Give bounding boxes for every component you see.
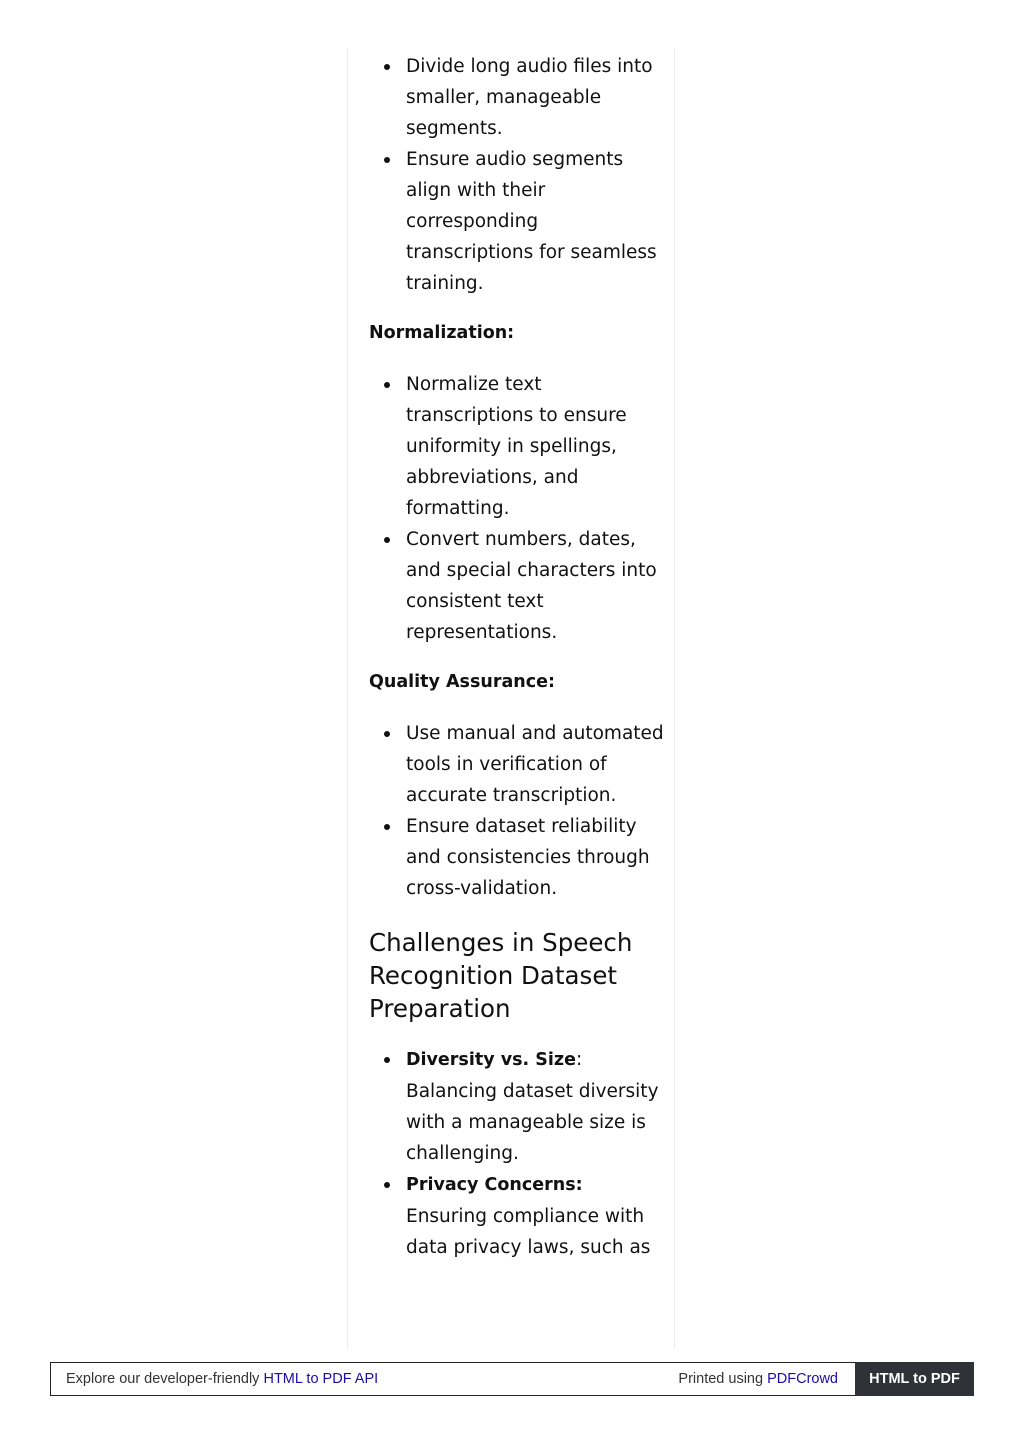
list-item [369,1044,664,1169]
list-item [369,1169,664,1263]
section-heading: Challenges in Speech Recognition Dataset Preparation [369,928,633,1023]
html-to-pdf-api-link[interactable]: HTML to PDF API [263,1371,379,1387]
pdfcrowd-link[interactable]: PDFCrowd [767,1371,838,1387]
article-content [369,48,664,1263]
list-item: Normalize text transcriptions to ensure uniformity in spellings, abbreviations, and formatting. [369,369,664,524]
quality-assurance-heading: Quality Assurance: [369,672,555,692]
normalization-list [369,369,664,648]
footer-printed-text: Printed using [678,1371,768,1387]
normalization-heading: Normalization: [369,323,515,343]
list-item: Divide long audio files into smaller, manageable segments. [369,51,664,144]
segmentation-list [369,51,664,299]
footer-promo [66,1371,378,1387]
list-item: Use manual and automated tools in verification of accurate transcription. [369,718,664,811]
list-item-text: Ensuring compliance with data privacy laws, such as [406,1206,651,1258]
quality-assurance-list [369,718,664,904]
list-item-separator: : [575,1049,583,1070]
list-item-text: Balancing dataset diversity with a manageable size is challenging. [406,1081,659,1164]
list-item-term: Privacy Concerns: [406,1175,583,1195]
article-column [347,48,675,1348]
footer-printed-using [678,1371,838,1387]
html-to-pdf-button[interactable]: HTML to PDF [855,1362,974,1396]
list-item: Convert numbers, dates, and special characters into consistent text representations. [369,524,664,648]
list-item: Ensure audio segments align with their corresponding transcriptions for seamless training. [369,144,664,299]
list-item: Ensure dataset reliability and consistencies through cross-validation. [369,811,664,904]
footer-promo-text: Explore our developer-friendly [66,1371,264,1387]
challenges-list [369,1044,664,1263]
list-item-term: Diversity vs. Size [406,1050,576,1070]
pdfcrowd-footer-bar [50,1362,974,1396]
